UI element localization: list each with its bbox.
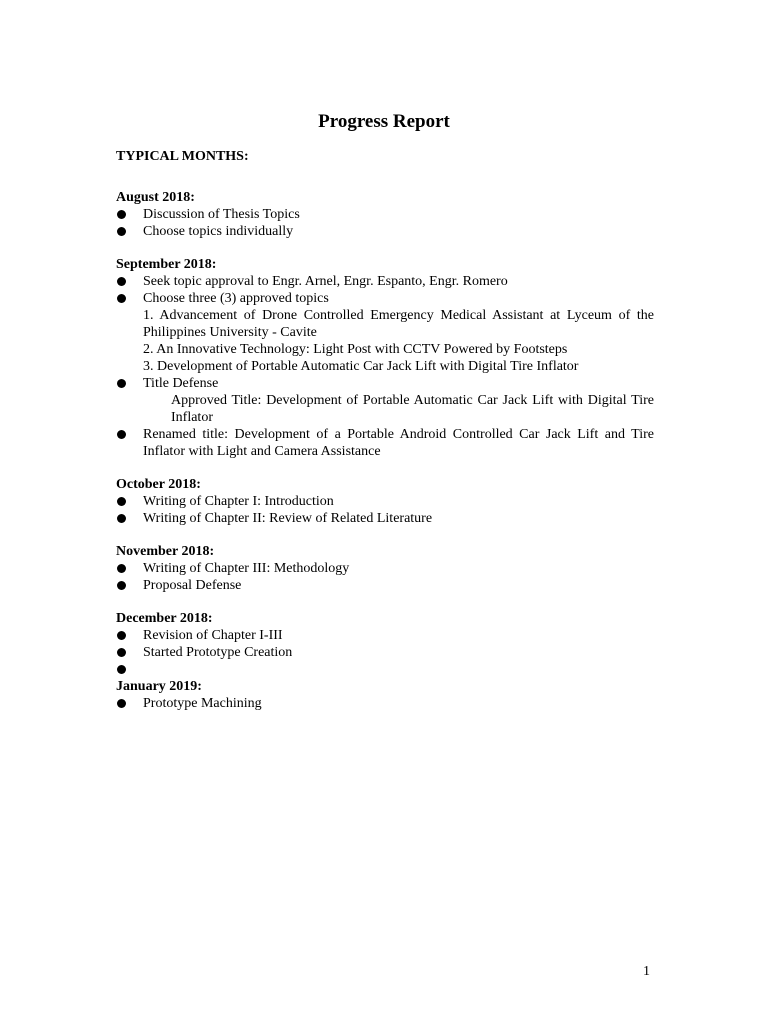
report-body xyxy=(116,148,654,712)
month-heading-december: December 2018: xyxy=(116,611,213,626)
bullet-icon xyxy=(117,294,126,303)
list-item: Title Defense xyxy=(116,375,654,392)
bullet-icon xyxy=(117,699,126,708)
list-item: Renamed title: Development of a Portable Android Controlled Car Jack Lift and Tire Inflator with Light and Camera Assistance xyxy=(116,426,654,460)
bullet-icon xyxy=(117,665,126,674)
list-item: Writing of Chapter I: Introduction xyxy=(116,493,654,510)
bullet-icon xyxy=(117,581,126,590)
approved-title: Approved Title: Development of Portable Automatic Car Jack Lift with Digital Tire Inflator xyxy=(171,393,654,425)
list-item: Choose topics individually xyxy=(116,223,654,240)
list-item: Proposal Defense xyxy=(116,577,654,594)
month-heading-november: November 2018: xyxy=(116,544,215,559)
list-item: Writing of Chapter III: Methodology xyxy=(116,560,654,577)
bullet-icon xyxy=(117,210,126,219)
bullet-icon xyxy=(117,379,126,388)
typical-months-label: TYPICAL MONTHS: xyxy=(116,149,249,164)
list-item: Prototype Machining xyxy=(116,695,654,712)
topic-item: 3. Development of Portable Automatic Car Jack Lift with Digital Tire Inflator xyxy=(143,359,579,374)
month-heading-august: August 2018: xyxy=(116,190,195,205)
bullet-icon xyxy=(117,514,126,523)
list-item: Revision of Chapter I-III xyxy=(116,627,654,644)
topic-item: 1. Advancement of Drone Controlled Emergency Medical Assistant at Lyceum of the Philippines University - Cavite xyxy=(143,308,654,340)
bullet-icon xyxy=(117,631,126,640)
bullet-icon xyxy=(117,564,126,573)
list-item: Writing of Chapter II: Review of Related Literature xyxy=(116,510,654,527)
bullet-icon xyxy=(117,648,126,657)
topic-item: 2. An Innovative Technology: Light Post with CCTV Powered by Footsteps xyxy=(143,342,568,357)
list-item: Started Prototype Creation xyxy=(116,644,654,661)
bullet-icon xyxy=(117,497,126,506)
list-item: Discussion of Thesis Topics xyxy=(116,206,654,223)
bullet-icon xyxy=(117,430,126,439)
list-item: Choose three (3) approved topics xyxy=(116,290,654,307)
page-number: 1 xyxy=(643,964,650,979)
month-heading-october: October 2018: xyxy=(116,477,201,492)
bullet-icon xyxy=(117,227,126,236)
list-item: Seek topic approval to Engr. Arnel, Engr. Espanto, Engr. Romero xyxy=(116,273,654,290)
month-heading-january: January 2019: xyxy=(116,679,202,694)
page-title: Progress Report xyxy=(318,111,450,132)
month-heading-september: September 2018: xyxy=(116,257,217,272)
list-item xyxy=(116,661,654,678)
bullet-icon xyxy=(117,277,126,286)
